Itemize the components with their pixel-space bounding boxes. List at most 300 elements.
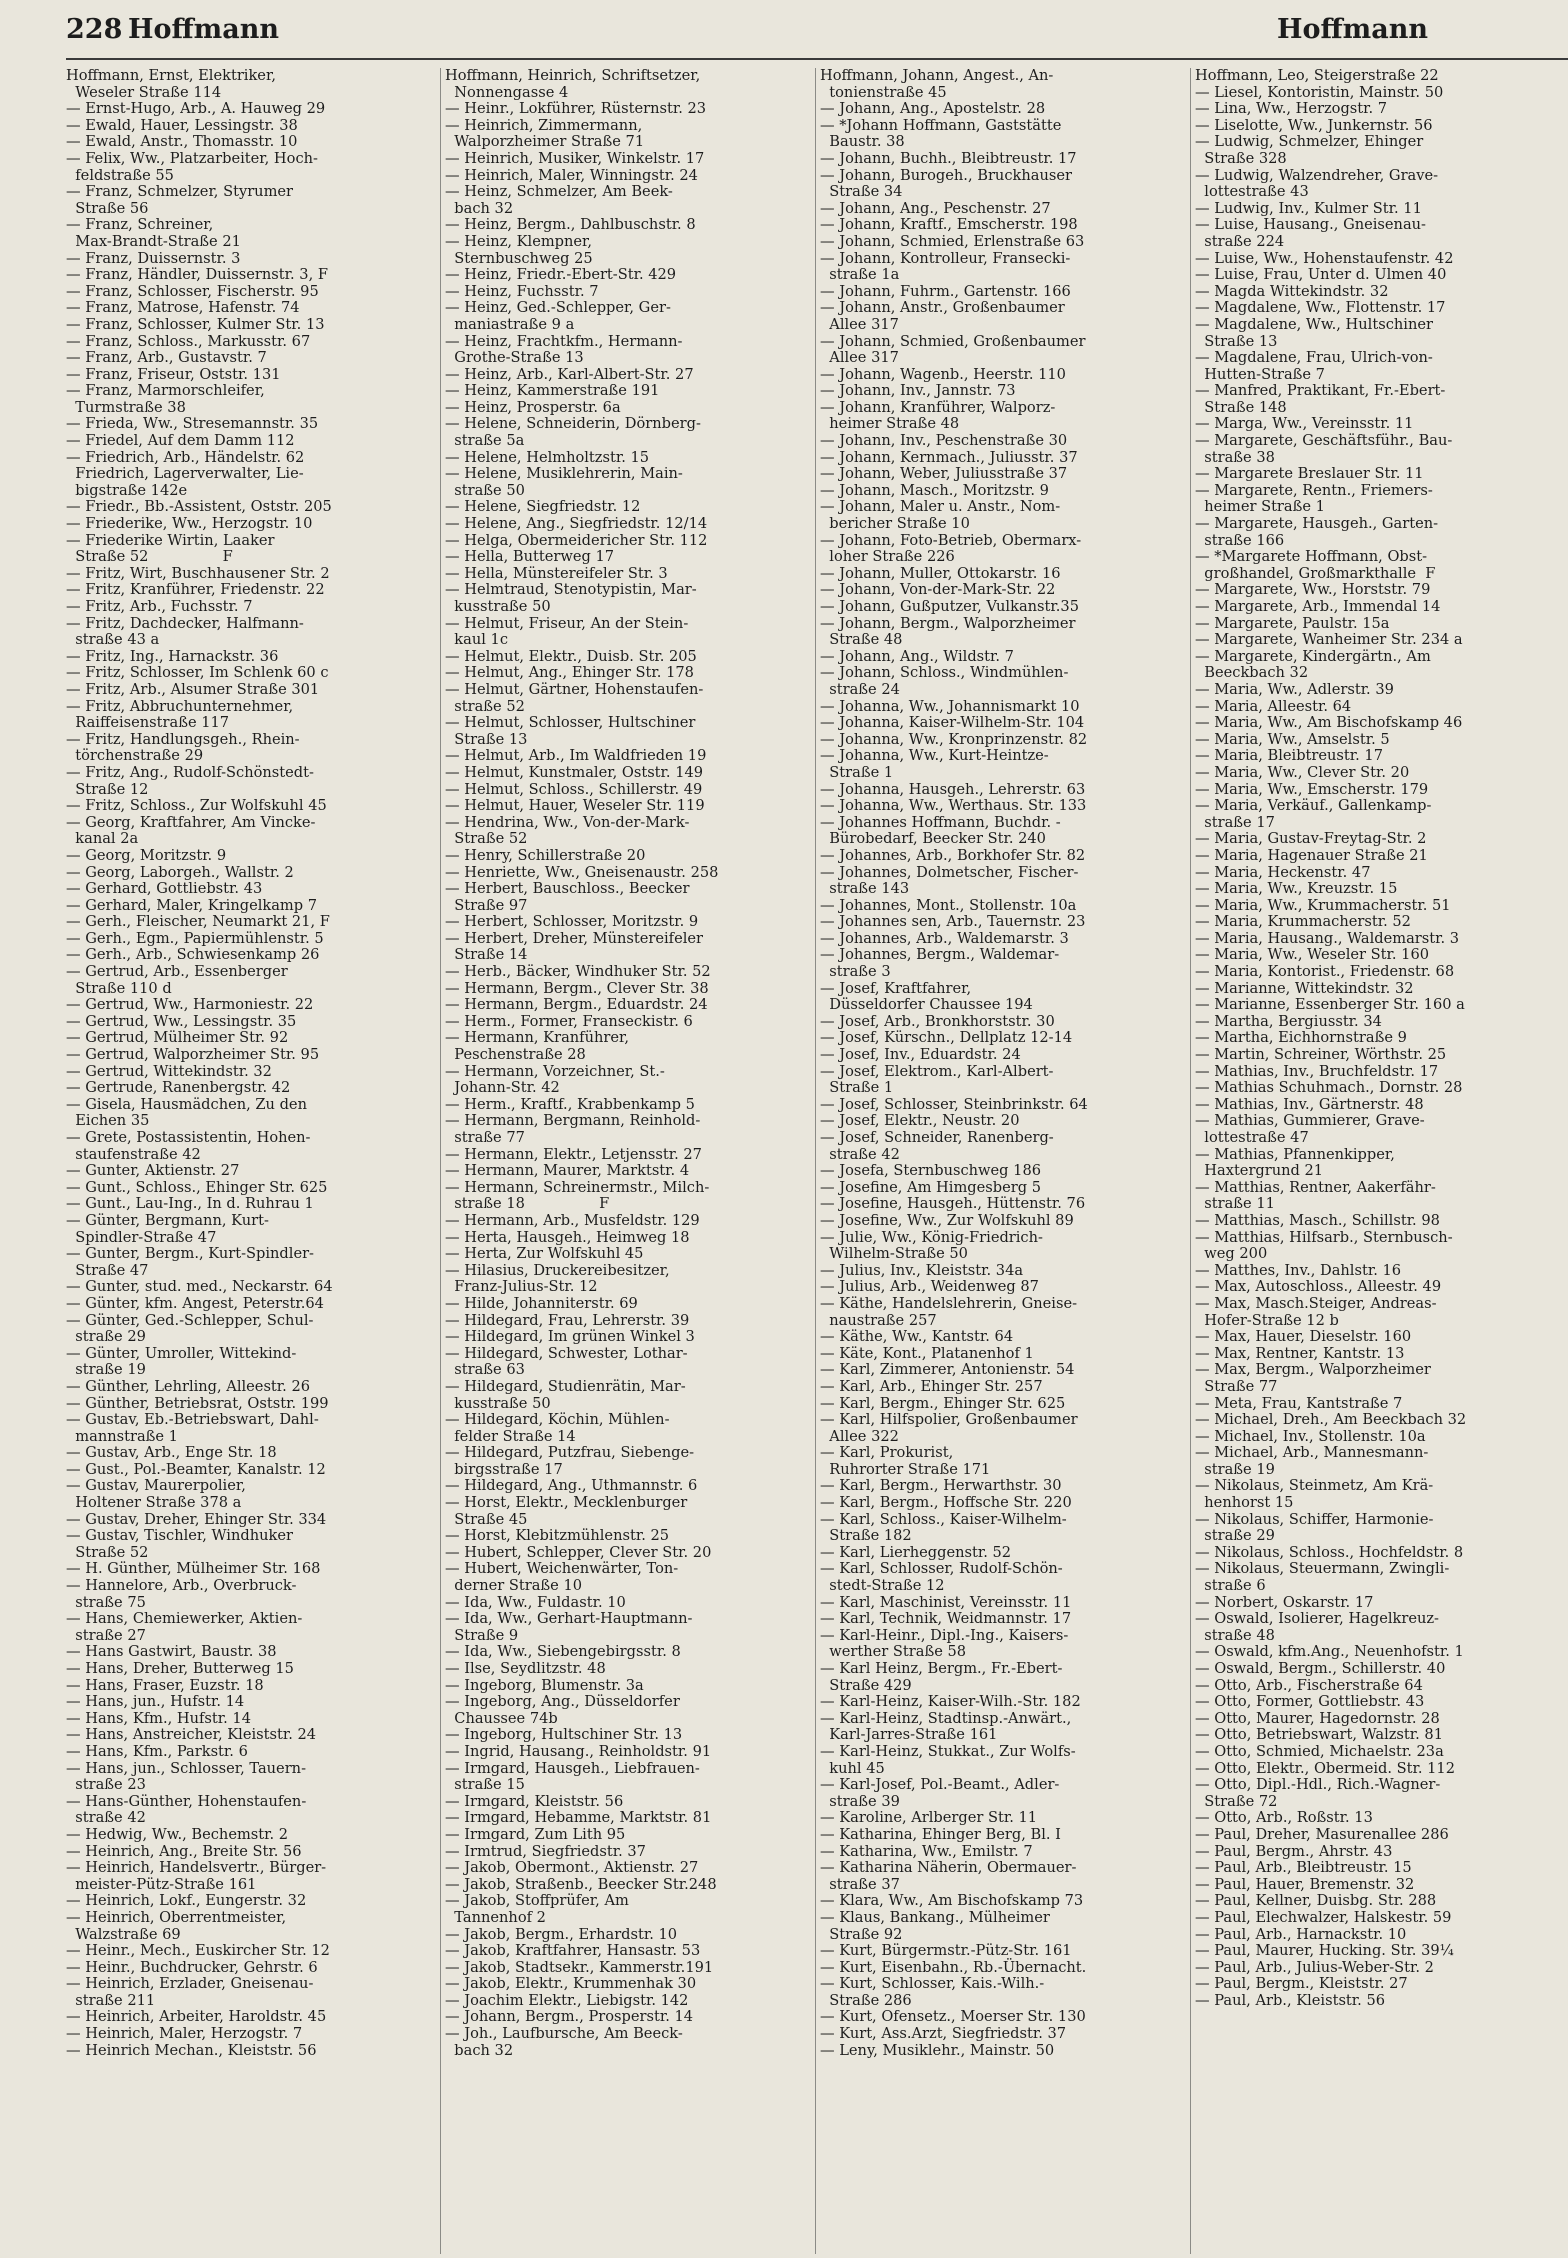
directory-entry: — Franz, Marmorschleifer, Turmstraße 38 xyxy=(66,382,265,416)
directory-entry: — Jakob, Stoffprüfer, Am Tannenhof 2 xyxy=(445,1892,629,1926)
directory-entry: — Michael, Dreh., Am Beeckbach 32 xyxy=(1195,1411,1467,1429)
directory-entry: — Joachim Elektr., Liebigstr. 142 xyxy=(445,1991,689,2009)
directory-entry: — Karl, Technik, Weidmannstr. 17 xyxy=(820,1610,1072,1628)
directory-entry: — Otto, Schmied, Michaelstr. 23a xyxy=(1195,1742,1444,1760)
directory-entry: — Henriette, Ww., Gneisenaustr. 258 xyxy=(445,863,719,881)
directory-entry: — Johann, Muller, Ottokarstr. 16 xyxy=(820,564,1061,582)
directory-entry: — Heinrich, Maler, Winningstr. 24 xyxy=(445,166,698,184)
directory-entry: — Franz, Schlosser, Kulmer Str. 13 xyxy=(66,315,325,333)
directory-entry: — Mathias, Inv., Gärtnerstr. 48 xyxy=(1195,1095,1424,1113)
directory-entry: — Katharina, Ww., Emilstr. 7 xyxy=(820,1842,1033,1860)
page-header xyxy=(0,0,1568,62)
directory-entry: — Günther, Lehrling, Alleestr. 26 xyxy=(66,1377,311,1395)
directory-entry: — Franz, Händler, Duissernstr. 3, F xyxy=(66,266,328,284)
directory-entry: — Johann, Gußputzer, Vulkanstr.35 xyxy=(820,598,1079,615)
directory-entry: — H. Günther, Mülheimer Str. 168 xyxy=(66,1560,321,1578)
directory-entry: — Heinz, Bergm., Dahlbuschstr. 8 xyxy=(445,216,696,234)
directory-entry: — Lina, Ww., Herzogstr. 7 xyxy=(1195,100,1388,118)
directory-entry: — Max, Autoschloss., Alleestr. 49 xyxy=(1195,1278,1442,1296)
directory-entry: — Ewald, Anstr., Thomasstr. 10 xyxy=(66,133,298,151)
directory-entry: — Marga, Ww., Vereinsstr. 11 xyxy=(1195,415,1414,433)
directory-entry: — Franz, Matrose, Hafenstr. 74 xyxy=(66,299,300,317)
directory-entry: — Maria, Ww., Emscherstr. 179 xyxy=(1195,780,1429,798)
directory-entry: — Johann, Ang., Wildstr. 7 xyxy=(820,647,1014,665)
directory-entry: — Ernst-Hugo, Arb., A. Hauweg 29 xyxy=(66,100,326,118)
directory-entry: — Karl, Hilfspolier, Großenbaumer Allee 322 xyxy=(820,1411,1078,1445)
directory-entry: — Hermann, Elektr., Letjensstr. 27 xyxy=(445,1145,702,1163)
directory-entry: — Helmut, Ang., Ehinger Str. 178 xyxy=(445,664,694,682)
directory-entry: Hoffmann, Johann, Angest., An- tonienstraße 45 xyxy=(820,68,1054,101)
directory-entry: — Irmgard, Kleiststr. 56 xyxy=(445,1792,624,1810)
directory-entry: — Günter, kfm. Angest, Peterstr.64 xyxy=(66,1294,324,1312)
directory-entry: — Johannes Hoffmann, Buchdr. - Bürobedarf, Beecker Str. 240 xyxy=(820,813,1061,848)
directory-entry: — Hermann, Kranführer, Peschenstraße 28 xyxy=(445,1029,629,1064)
directory-entry: — Max, Masch.Steiger, Andreas- Hofer-Straße 12 b xyxy=(1195,1294,1437,1329)
directory-entry: — Ingeborg, Hultschiner Str. 13 xyxy=(445,1726,683,1744)
directory-entry: — Johann, Kraftf., Emscherstr. 198 xyxy=(820,216,1078,234)
directory-entry: — Fritz, Ang., Rudolf-Schönstedt- Straße 12 xyxy=(66,763,314,798)
directory-entry: — Friedel, Auf dem Damm 112 xyxy=(66,432,295,450)
directory-entry: — Hedwig, Ww., Bechemstr. 2 xyxy=(66,1825,289,1843)
column-2 xyxy=(441,68,816,2254)
directory-entry: — Josef, Arb., Bronkhorststr. 30 xyxy=(820,1012,1055,1030)
directory-entry: — Josef, Kraftfahrer, Düsseldorfer Chaussee 194 xyxy=(820,979,1033,1014)
directory-entry: — Leny, Musiklehr., Mainstr. 50 xyxy=(820,2041,1055,2059)
directory-entry: — Kurt, Schlosser, Kais.-Wilh.- Straße 286 xyxy=(820,1975,1045,2009)
directory-entry: — Karl, Zimmerer, Antonienstr. 54 xyxy=(820,1361,1075,1379)
directory-entry: — Helene, Musiklehrerin, Main- straße 50 xyxy=(445,465,683,499)
directory-entry: — Heinz, Schmelzer, Am Beek- bach 32 xyxy=(445,183,673,217)
directory-entry: — Max, Rentner, Kantstr. 13 xyxy=(1195,1344,1405,1362)
directory-entry: — Karl, Maschinist, Vereinsstr. 11 xyxy=(820,1593,1072,1611)
directory-entry: — Josef, Schlosser, Steinbrinkstr. 64 xyxy=(820,1095,1088,1113)
directory-entry: — Johann, Von-der-Mark-Str. 22 xyxy=(820,581,1056,599)
directory-entry: — Hilasius, Druckereibesitzer, Franz-Julius-Str. 12 xyxy=(445,1261,670,1296)
directory-entry: — Hilde, Johanniterstr. 69 xyxy=(445,1294,638,1312)
directory-entry: — Maria, Heckenstr. 47 xyxy=(1195,863,1371,881)
directory-entry: — Johanna, Ww., Kurt-Heintze- Straße 1 xyxy=(820,747,1049,781)
directory-entry: — Nikolaus, Schiffer, Harmonie- straße 29 xyxy=(1195,1510,1434,1545)
directory-entry: — Heinrich, Ang., Breite Str. 56 xyxy=(66,1842,302,1860)
directory-entry: — Franz, Arb., Gustavstr. 7 xyxy=(66,349,267,367)
header-rule xyxy=(66,58,1568,60)
directory-entry: — Franz, Schmelzer, Styrumer Straße 56 xyxy=(66,183,294,217)
directory-entry: — Gunt., Lau-Ing., In d. Ruhrau 1 xyxy=(66,1195,314,1213)
directory-entry: — Mathias Schuhmach., Dornstr. 28 xyxy=(1195,1079,1463,1097)
directory-entry: — Gustav, Eb.-Betriebswart, Dahl- mannstraße 1 xyxy=(66,1411,319,1445)
directory-entry: — Margarete, Geschäftsführ., Bau- straße 38 xyxy=(1195,432,1453,466)
directory-entry: — Fritz, Wirt, Buschhausener Str. 2 xyxy=(66,564,330,582)
directory-entry: — Maria, Ww., Kreuzstr. 15 xyxy=(1195,880,1398,898)
directory-entry: — Herta, Zur Wolfskuhl 45 xyxy=(445,1245,644,1263)
directory-entry: Hoffmann, Leo, Steigerstraße 22 xyxy=(1195,68,1439,84)
directory-entry: — Heinrich, Handelsvertr., Bürger- meister-Pütz-Straße 161 xyxy=(66,1859,327,1893)
directory-entry: — Johann, Schloss., Windmühlen- straße 24 xyxy=(820,664,1069,698)
directory-entry: — Helmut, Schlosser, Hultschiner Straße 13 xyxy=(445,714,696,748)
directory-entry: — Nikolaus, Schloss., Hochfeldstr. 8 xyxy=(1195,1543,1464,1561)
directory-entry: — Helmtraud, Stenotypistin, Mar- kusstraße 50 xyxy=(445,581,697,615)
directory-entry: — Käte, Kont., Platanenhof 1 xyxy=(820,1344,1034,1362)
directory-entry: — Magdalene, Frau, Ulrich-von- Hutten-Straße 7 xyxy=(1195,349,1433,383)
directory-entry: — Martha, Bergiusstr. 34 xyxy=(1195,1012,1382,1030)
directory-entry: — Herbert, Dreher, Münstereifeler Straße 14 xyxy=(445,929,703,964)
directory-entry: — Hans, Dreher, Butterweg 15 xyxy=(66,1660,294,1677)
directory-entry: — Helmut, Hauer, Weseler Str. 119 xyxy=(445,797,705,815)
directory-entry: — Heinrich, Musiker, Winkelstr. 17 xyxy=(445,149,705,167)
directory-entry: — Horst, Klebitzmühlenstr. 25 xyxy=(445,1527,670,1545)
directory-entry: — Franz, Duissernstr. 3 xyxy=(66,249,241,267)
directory-entry: — Gust., Pol.-Beamter, Kanalstr. 12 xyxy=(66,1460,326,1478)
directory-entry: — Paul, Kellner, Duisbg. Str. 288 xyxy=(1195,1892,1437,1910)
directory-entry: — Ewald, Hauer, Lessingstr. 38 xyxy=(66,116,298,134)
directory-entry: — Heinrich, Lokf., Eungerstr. 32 xyxy=(66,1892,307,1910)
directory-entry: Hoffmann, Ernst, Elektriker, Weseler Straße 114 xyxy=(66,68,276,101)
directory-entry: — Maria, Gustav-Freytag-Str. 2 xyxy=(1195,830,1427,848)
directory-entry: — Gerhard, Maler, Kringelkamp 7 xyxy=(66,896,318,914)
running-title-right: Hoffmann xyxy=(1276,14,1428,45)
directory-entry: — Kurt, Eisenbahn., Rb.-Übernacht. xyxy=(820,1958,1087,1976)
directory-entry: — Hans, Kfm., Parkstr. 6 xyxy=(66,1742,248,1760)
directory-entry: — Fritz, Arb., Alsumer Straße 301 xyxy=(66,680,320,698)
directory-entry: — Maria, Ww., Am Bischofskamp 46 xyxy=(1195,714,1463,732)
directory-entry: — Matthias, Masch., Schillstr. 98 xyxy=(1195,1211,1440,1229)
directory-entry: — Hans, Anstreicher, Kleiststr. 24 xyxy=(66,1726,317,1744)
directory-entry: — Liselotte, Ww., Junkernstr. 56 xyxy=(1195,116,1433,134)
directory-entry: — Julius, Arb., Weidenweg 87 xyxy=(820,1278,1039,1296)
directory-entry: — Hermann, Maurer, Marktstr. 4 xyxy=(445,1162,690,1180)
directory-entry: — Johanna, Hausgeh., Lehrerstr. 63 xyxy=(820,780,1086,798)
directory-entry: — Magdalene, Ww., Hultschiner Straße 13 xyxy=(1195,315,1433,350)
directory-entry: — Gerhard, Gottliebstr. 43 xyxy=(66,880,263,898)
directory-entry: — Heinz, Kammerstraße 191 xyxy=(445,382,660,400)
directory-entry: — Ludwig, Inv., Kulmer Str. 11 xyxy=(1195,199,1422,217)
directory-entry: — Karl, Schloss., Kaiser-Wilhelm- Straße 182 xyxy=(820,1510,1067,1545)
directory-entry: — Heinr., Buchdrucker, Gehrstr. 6 xyxy=(66,1958,318,1976)
directory-entry: — Margarete, Hausgeh., Garten- straße 166 xyxy=(1195,515,1439,549)
directory-entry: — Hannelore, Arb., Overbruck- straße 75 xyxy=(66,1577,297,1611)
directory-entry: — Margarete, Wanheimer Str. 234 a xyxy=(1195,631,1463,649)
directory-entry: — Gertrud, Walporzheimer Str. 95 xyxy=(66,1046,320,1064)
directory-entry: — Ilse, Seydlitzstr. 48 xyxy=(445,1660,606,1677)
directory-entry: — Johann, Kranführer, Walporz- heimer Straße 48 xyxy=(820,398,1056,433)
directory-entry: — Johannes, Bergm., Waldemar- straße 3 xyxy=(820,946,1060,981)
directory-entry: — Luise, Hausang., Gneisenau- straße 224 xyxy=(1195,216,1426,250)
directory-entry: — Hermann, Bergmann, Reinhold- straße 77 xyxy=(445,1112,701,1146)
directory-entry: — Fritz, Schlosser, Im Schlenk 60 c xyxy=(66,664,329,682)
directory-entry: — Hans Gastwirt, Baustr. 38 xyxy=(66,1643,277,1661)
directory-entry: — Luise, Ww., Hohenstaufenstr. 42 xyxy=(1195,249,1454,267)
directory-entry: — Karl-Heinz, Stadtinsp.-Anwärt., Karl-Jarres-Straße 161 xyxy=(820,1709,1072,1744)
column-4 xyxy=(1191,68,1568,2254)
directory-entry: — Karl, Bergm., Hoffsche Str. 220 xyxy=(820,1494,1072,1512)
directory-entry: — Jakob, Kraftfahrer, Hansastr. 53 xyxy=(445,1942,701,1960)
directory-entry: — Paul, Arb., Julius-Weber-Str. 2 xyxy=(1195,1958,1434,1976)
directory-entry: — Hildegard, Studienrätin, Mar- kusstraße 50 xyxy=(445,1377,686,1412)
directory-entry: — Heinrich, Arbeiter, Haroldstr. 45 xyxy=(66,2008,327,2026)
directory-entry: — Kurt, Ofensetz., Moerser Str. 130 xyxy=(820,2008,1086,2026)
directory-entry: — Georg, Laborgeh., Wallstr. 2 xyxy=(66,863,294,881)
directory-entry: — Heinrich, Oberrentmeister, Walzstraße 69 xyxy=(66,1908,287,1943)
directory-entry: — Günter, Bergmann, Kurt- Spindler-Straße 47 xyxy=(66,1211,269,1246)
directory-entry: — Luise, Frau, Unter d. Ulmen 40 xyxy=(1195,266,1447,284)
directory-entry: — Fritz, Schloss., Zur Wolfskuhl 45 xyxy=(66,797,327,815)
directory-entry: — Matthias, Rentner, Aakerfähr- straße 11 xyxy=(1195,1178,1436,1213)
directory-entry: — Josefa, Sternbuschweg 186 xyxy=(820,1162,1042,1180)
directory-entry: — Gerh., Arb., Schwiesenkamp 26 xyxy=(66,946,320,964)
directory-entry: — Gertrud, Ww., Lessingstr. 35 xyxy=(66,1012,297,1030)
directory-entry: — Josefine, Ww., Zur Wolfskuhl 89 xyxy=(820,1211,1074,1229)
directory-entry: — Paul, Maurer, Hucking. Str. 39¼ xyxy=(1195,1942,1454,1960)
directory-entry: — Johann, Schmied, Großenbaumer Allee 317 xyxy=(820,332,1086,367)
directory-entry: — Helmut, Gärtner, Hohenstaufen- straße 52 xyxy=(445,680,704,715)
directory-entry: — Johann, Ang., Peschenstr. 27 xyxy=(820,199,1051,217)
directory-entry: — Paul, Arb., Kleiststr. 56 xyxy=(1195,1991,1386,2009)
directory-entry: — Johann, Kernmach., Juliusstr. 37 xyxy=(820,448,1078,466)
directory-entry: — Johann, Schmied, Erlenstraße 63 xyxy=(820,232,1085,250)
directory-entry: — Johann, Bergm., Prosperstr. 14 xyxy=(445,2008,694,2026)
directory-entry: — Hildegard, Frau, Lehrerstr. 39 xyxy=(445,1311,690,1329)
directory-entry: — Fritz, Handlungsgeh., Rhein- törchenstraße 29 xyxy=(66,730,300,765)
column-3 xyxy=(816,68,1191,2254)
directory-entry: — Gunt., Schloss., Ehinger Str. 625 xyxy=(66,1178,328,1196)
directory-entry: — Manfred, Praktikant, Fr.-Ebert- Straße 148 xyxy=(1195,382,1446,416)
directory-entry: — Maria, Verkäuf., Gallenkamp- straße 17 xyxy=(1195,797,1432,831)
directory-entry: — Johannes, Dolmetscher, Fischer- straße 143 xyxy=(820,863,1079,898)
directory-entry: — Helmut, Elektr., Duisb. Str. 205 xyxy=(445,647,697,665)
directory-entry: — Fritz, Kranführer, Friedenstr. 22 xyxy=(66,581,325,599)
directory-entry: — Paul, Hauer, Bremenstr. 32 xyxy=(1195,1875,1415,1893)
directory-entry: — Marianne, Wittekindstr. 32 xyxy=(1195,979,1414,997)
directory-entry: — Hermann, Vorzeichner, St.- Johann-Str. 42 xyxy=(445,1062,665,1097)
directory-entry: — Paul, Dreher, Masurenallee 286 xyxy=(1195,1825,1449,1843)
directory-entry: — Hans, jun., Hufstr. 14 xyxy=(66,1693,245,1711)
directory-entry: — Paul, Elechwalzer, Halskestr. 59 xyxy=(1195,1908,1452,1926)
directory-entry: — Hildegard, Ang., Uthmannstr. 6 xyxy=(445,1477,698,1495)
directory-entry: — Gunter, stud. med., Neckarstr. 64 xyxy=(66,1278,333,1296)
directory-entry: — Günter, Umroller, Wittekind- straße 19 xyxy=(66,1344,297,1379)
directory-entry: — Mathias, Inv., Bruchfeldstr. 17 xyxy=(1195,1062,1439,1080)
directory-entry: — Johanna, Ww., Kronprinzenstr. 82 xyxy=(820,730,1088,748)
directory-entry: — Karl-Heinz, Stukkat., Zur Wolfs- kuhl 45 xyxy=(820,1742,1076,1777)
directory-entry: — Helene, Siegfriedstr. 12 xyxy=(445,498,641,516)
directory-entry: — Karl, Prokurist, Ruhrorter Straße 171 xyxy=(820,1444,991,1478)
directory-entry: — Günter, Ged.-Schlepper, Schul- straße 29 xyxy=(66,1311,314,1346)
directory-entry: — Otto, Dipl.-Hdl., Rich.-Wagner- Straße 72 xyxy=(1195,1776,1441,1810)
directory-entry: — Karl, Schlosser, Rudolf-Schön- stedt-Straße 12 xyxy=(820,1560,1063,1595)
directory-entry: — Karl, Lierheggenstr. 52 xyxy=(820,1543,1012,1561)
directory-entry: — Karl, Arb., Ehinger Str. 257 xyxy=(820,1377,1043,1395)
directory-entry: — Johann, Masch., Moritzstr. 9 xyxy=(820,481,1049,499)
directory-entry: — Felix, Ww., Platzarbeiter, Hoch- feldstraße 55 xyxy=(66,149,318,184)
directory-entry: — Franz, Schlosser, Fischerstr. 95 xyxy=(66,282,319,300)
directory-entry: — Josef, Kürschn., Dellplatz 12-14 xyxy=(820,1029,1073,1047)
directory-entry: — Johann, Inv., Peschenstraße 30 xyxy=(820,432,1068,450)
directory-entry: — Margarete Breslauer Str. 11 xyxy=(1195,465,1424,483)
directory-entry: — Gunter, Aktienstr. 27 xyxy=(66,1162,240,1180)
directory-entry: — Josefine, Hausgeh., Hüttenstr. 76 xyxy=(820,1195,1086,1213)
directory-entry: — Ida, Ww., Fuldastr. 10 xyxy=(445,1593,626,1611)
directory-entry: — Helga, Obermeidericher Str. 112 xyxy=(445,531,708,549)
directory-entry: — Maria, Krummacherstr. 52 xyxy=(1195,913,1411,931)
directory-entry: — Horst, Elektr., Mecklenburger Straße 45 xyxy=(445,1494,688,1528)
directory-entry: — Magdalene, Ww., Flottenstr. 17 xyxy=(1195,299,1446,317)
directory-entry: — Irmgard, Hebamme, Marktstr. 81 xyxy=(445,1809,712,1827)
directory-entry: — Katharina, Ehinger Berg, Bl. I xyxy=(820,1825,1061,1843)
directory-entry: — Gustav, Maurerpolier, Holtener Straße 378 a xyxy=(66,1477,246,1512)
directory-entry: — Margarete, Ww., Horststr. 79 xyxy=(1195,581,1431,599)
directory-entry: — Paul, Bergm., Kleiststr. 27 xyxy=(1195,1975,1408,1993)
directory-entry: — Johann, Maler u. Anstr., Nom- bericher Straße 10 xyxy=(820,498,1061,533)
directory-entry: — Heinz, Fuchsstr. 7 xyxy=(445,282,599,300)
directory-entry: — Magda Wittekindstr. 32 xyxy=(1195,282,1389,300)
directory-entry: — Margarete, Paulstr. 15a xyxy=(1195,614,1390,632)
directory-entry: — Henry, Schillerstraße 20 xyxy=(445,846,646,864)
directory-entry: — Johann, Kontrolleur, Fransecki- straße 1a xyxy=(820,249,1071,284)
directory-entry: — Marianne, Essenberger Str. 160 a xyxy=(1195,996,1465,1014)
directory-entry: — Joh., Laufbursche, Am Beeck- bach 32 xyxy=(445,2025,683,2059)
directory-entry: — Maria, Alleestr. 64 xyxy=(1195,697,1352,715)
directory-entry: — *Margarete Hoffmann, Obst- großhandel, Großmarkthalle F xyxy=(1195,548,1436,582)
directory-entry: — Otto, Former, Gottliebstr. 43 xyxy=(1195,1693,1425,1711)
directory-entry: — Martin, Schreiner, Wörthstr. 25 xyxy=(1195,1046,1447,1064)
directory-entry: — Hans, Kfm., Hufstr. 14 xyxy=(66,1709,251,1727)
directory-entry: — Margarete, Arb., Immendal 14 xyxy=(1195,598,1441,615)
directory-entry: — Maria, Hagenauer Straße 21 xyxy=(1195,846,1428,864)
directory-entry: — Hildegard, Schwester, Lothar- straße 63 xyxy=(445,1344,688,1379)
directory-entry: — Ludwig, Walzendreher, Grave- lottestraße 43 xyxy=(1195,166,1439,201)
directory-entry: — Liesel, Kontoristin, Mainstr. 50 xyxy=(1195,83,1444,101)
directory-entry: — Helene, Helmholtzstr. 15 xyxy=(445,448,650,466)
directory-entry: — Julie, Ww., König-Friedrich- Wilhelm-Straße 50 xyxy=(820,1228,1043,1263)
directory-entry: — Maria, Ww., Weseler Str. 160 xyxy=(1195,946,1430,964)
directory-entry: — Paul, Bergm., Ahrstr. 43 xyxy=(1195,1842,1393,1860)
directory-entry: — Gertrude, Ranenbergstr. 42 xyxy=(66,1079,291,1097)
directory-entry: Friedrich, Lagerverwalter, Lie- bigstraße 142e xyxy=(75,465,304,499)
directory-entry: — Heinrich Mechan., Kleiststr. 56 xyxy=(66,2041,317,2059)
directory-entry: — Johann, Ang., Apostelstr. 28 xyxy=(820,100,1046,118)
directory-entry: — Gustav, Dreher, Ehinger Str. 334 xyxy=(66,1510,327,1528)
directory-entry: — Maria, Ww., Clever Str. 20 xyxy=(1195,763,1410,781)
directory-entry: — Johann, Fuhrm., Gartenstr. 166 xyxy=(820,282,1071,300)
directory-entry: — Ida, Ww., Gerhart-Hauptmann- Straße 9 xyxy=(445,1610,693,1644)
directory-entry: — Hermann, Bergm., Clever Str. 38 xyxy=(445,979,709,997)
directory-entry: — Fritz, Arb., Fuchsstr. 7 xyxy=(66,598,253,615)
directory-entry: — Hermann, Arb., Musfeldstr. 129 xyxy=(445,1211,700,1229)
directory-entry: — Hella, Münstereifeler Str. 3 xyxy=(445,564,668,582)
directory-entry: — Otto, Arb., Roßstr. 13 xyxy=(1195,1809,1373,1827)
directory-entry: — Heinrich, Maler, Herzogstr. 7 xyxy=(66,2025,303,2043)
directory-entry: — Helmut, Arb., Im Waldfrieden 19 xyxy=(445,747,707,765)
directory-entry: — Heinz, Friedr.-Ebert-Str. 429 xyxy=(445,266,677,284)
directory-entry: — Hermann, Schreinermstr., Milch- straße 18 F xyxy=(445,1178,710,1213)
directory-entry: — Franz, Friseur, Oststr. 131 xyxy=(66,365,281,383)
directory-entry: — Fritz, Ing., Harnackstr. 36 xyxy=(66,647,279,665)
directory-entry: — Jakob, Stadtsekr., Kammerstr.191 xyxy=(445,1958,714,1976)
directory-entry: — Hans, Chemiewerker, Aktien- straße 27 xyxy=(66,1610,303,1644)
directory-entry: — Meta, Frau, Kantstraße 7 xyxy=(1195,1394,1403,1412)
directory-entry: — Maria, Ww., Adlerstr. 39 xyxy=(1195,680,1394,698)
directory-entry: — Grete, Postassistentin, Hohen- staufenstraße 42 xyxy=(66,1129,311,1163)
directory-entry: — Jakob, Elektr., Krummenhak 30 xyxy=(445,1975,697,1993)
directory-entry: — Margarete, Kindergärtn., Am Beeckbach 32 xyxy=(1195,647,1431,682)
directory-entry: — Käthe, Ww., Kantstr. 64 xyxy=(820,1328,1014,1346)
directory-entry: — Friedrich, Arb., Händelstr. 62 xyxy=(66,448,305,466)
directory-entry: — Mathias, Pfannenkipper, Haxtergrund 21 xyxy=(1195,1145,1395,1180)
directory-entry: — Hermann, Bergm., Eduardstr. 24 xyxy=(445,996,708,1014)
directory-entry: — Max, Hauer, Dieselstr. 160 xyxy=(1195,1328,1412,1346)
directory-entry: — Gisela, Hausmädchen, Zu den Eichen 35 xyxy=(66,1095,307,1130)
directory-entry: — Jakob, Straßenb., Beecker Str.248 xyxy=(445,1875,717,1893)
directory-entry: — Hildegard, Im grünen Winkel 3 xyxy=(445,1328,695,1346)
directory-entry: — Karl-Heinr., Dipl.-Ing., Kaisers- werther Straße 58 xyxy=(820,1626,1069,1661)
directory-entry: — Karl-Josef, Pol.-Beamt., Adler- straße 39 xyxy=(820,1776,1060,1810)
directory-entry: — Gustav, Tischler, Windhuker Straße 52 xyxy=(66,1527,293,1561)
directory-entry: — Jakob, Bergm., Erhardstr. 10 xyxy=(445,1925,678,1943)
directory-entry: — Katharina Näherin, Obermauer- straße 37 xyxy=(820,1859,1077,1893)
directory-entry: — Oswald, kfm.Ang., Neuenhofstr. 1 xyxy=(1195,1643,1464,1661)
directory-entry: — Heinz, Arb., Karl-Albert-Str. 27 xyxy=(445,365,694,383)
directory-entry: — Klara, Ww., Am Bischofskamp 73 xyxy=(820,1892,1084,1910)
directory-entry: — Johann, Anstr., Großenbaumer Allee 317 xyxy=(820,299,1065,333)
directory-entry: — Franz, Schloss., Markusstr. 67 xyxy=(66,332,311,350)
directory-entry: — Otto, Elektr., Obermeid. Str. 112 xyxy=(1195,1759,1455,1777)
directory-entry: — Johann, Burogeh., Bruckhauser Straße 34 xyxy=(820,166,1072,201)
directory-entry: — Heinz, Frachtkfm., Hermann- Grothe-Straße 13 xyxy=(445,332,683,367)
directory-entry: — Heinz, Klempner, Sternbuschweg 25 xyxy=(445,232,593,267)
directory-entry: — Otto, Arb., Fischerstraße 64 xyxy=(1195,1676,1423,1694)
directory-entry: — Kurt, Ass.Arzt, Siegfriedstr. 37 xyxy=(820,2025,1067,2043)
directory-entry: — Hendrina, Ww., Von-der-Mark- Straße 52 xyxy=(445,813,690,848)
directory-entry: — Herbert, Bauschloss., Beecker Straße 97 xyxy=(445,880,690,914)
directory-entry: — Heinrich, Erzlader, Gneisenau- straße 211 xyxy=(66,1975,314,2009)
directory-entry: — Johannes, Mont., Stollenstr. 10a xyxy=(820,896,1077,914)
directory-entry: — Johanna, Ww., Werthaus. Str. 133 xyxy=(820,797,1087,815)
directory-entry: — Irmgard, Hausgeh., Liebfrauen- straße 15 xyxy=(445,1759,700,1794)
directory-entry: — Heinr., Mech., Euskircher Str. 12 xyxy=(66,1942,330,1960)
directory-entry: — Heinz, Prosperstr. 6a xyxy=(445,398,621,416)
directory-entry: — Hans, Fraser, Euzstr. 18 xyxy=(66,1676,264,1694)
directory-entry: — Josefine, Am Himgesberg 5 xyxy=(820,1178,1041,1196)
directory-entry: — Heinz, Ged.-Schlepper, Ger- maniastraße 9 a xyxy=(445,299,671,333)
directory-entry: — Karl Heinz, Bergm., Fr.-Ebert- Straße 429 xyxy=(820,1660,1063,1694)
directory-entry: — Paul, Arb., Bleibtreustr. 15 xyxy=(1195,1859,1412,1877)
directory-entry: — Franz, Schreiner, Max-Brandt-Straße 21 xyxy=(66,216,241,250)
page-number: 228 xyxy=(66,14,123,45)
directory-entry: — Karoline, Arlberger Str. 11 xyxy=(820,1809,1038,1827)
directory-entry: — Herm., Kraftf., Krabbenkamp 5 xyxy=(445,1095,695,1113)
directory-entry: — Maria, Ww., Krummacherstr. 51 xyxy=(1195,896,1451,914)
directory-entry: — Hella, Butterweg 17 xyxy=(445,548,615,566)
directory-entry: — Johann, Weber, Juliusstraße 37 xyxy=(820,465,1068,483)
directory-entry: — Mathias, Gummierer, Grave- lottestraße 47 xyxy=(1195,1112,1425,1146)
directory-entry: — Oswald, Isolierer, Hagelkreuz- straße 48 xyxy=(1195,1610,1439,1644)
directory-entry: — Johanna, Kaiser-Wilhelm-Str. 104 xyxy=(820,714,1085,732)
directory-entry: — Johann, Buchh., Bleibtreustr. 17 xyxy=(820,149,1077,167)
directory-entry: — Friederike Wirtin, Laaker Straße 52 F xyxy=(66,531,275,566)
directory-entry: — Friederike, Ww., Herzogstr. 10 xyxy=(66,515,313,533)
directory-entry: — Ingeborg, Blumenstr. 3a xyxy=(445,1676,644,1694)
directory-entry: — Irmgard, Zum Lith 95 xyxy=(445,1825,626,1843)
directory-entry: — Johannes sen, Arb., Tauernstr. 23 xyxy=(820,913,1086,931)
directory-entry: — Nikolaus, Steinmetz, Am Krä- henhorst 15 xyxy=(1195,1477,1434,1512)
directory-entry: — Johann, Bergm., Walporzheimer Straße 48 xyxy=(820,614,1076,649)
directory-entry: — Karl, Bergm., Ehinger Str. 625 xyxy=(820,1394,1066,1412)
directory-entry: — Johann, Inv., Jannstr. 73 xyxy=(820,382,1016,400)
directory-entry: — Kurt, Bürgermstr.-Pütz-Str. 161 xyxy=(820,1942,1072,1960)
directory-entry: — Friedr., Bb.-Assistent, Oststr. 205 xyxy=(66,498,332,516)
directory-entry: — Klaus, Bankang., Mülheimer Straße 92 xyxy=(820,1908,1050,1943)
running-title-left: Hoffmann xyxy=(128,14,280,45)
